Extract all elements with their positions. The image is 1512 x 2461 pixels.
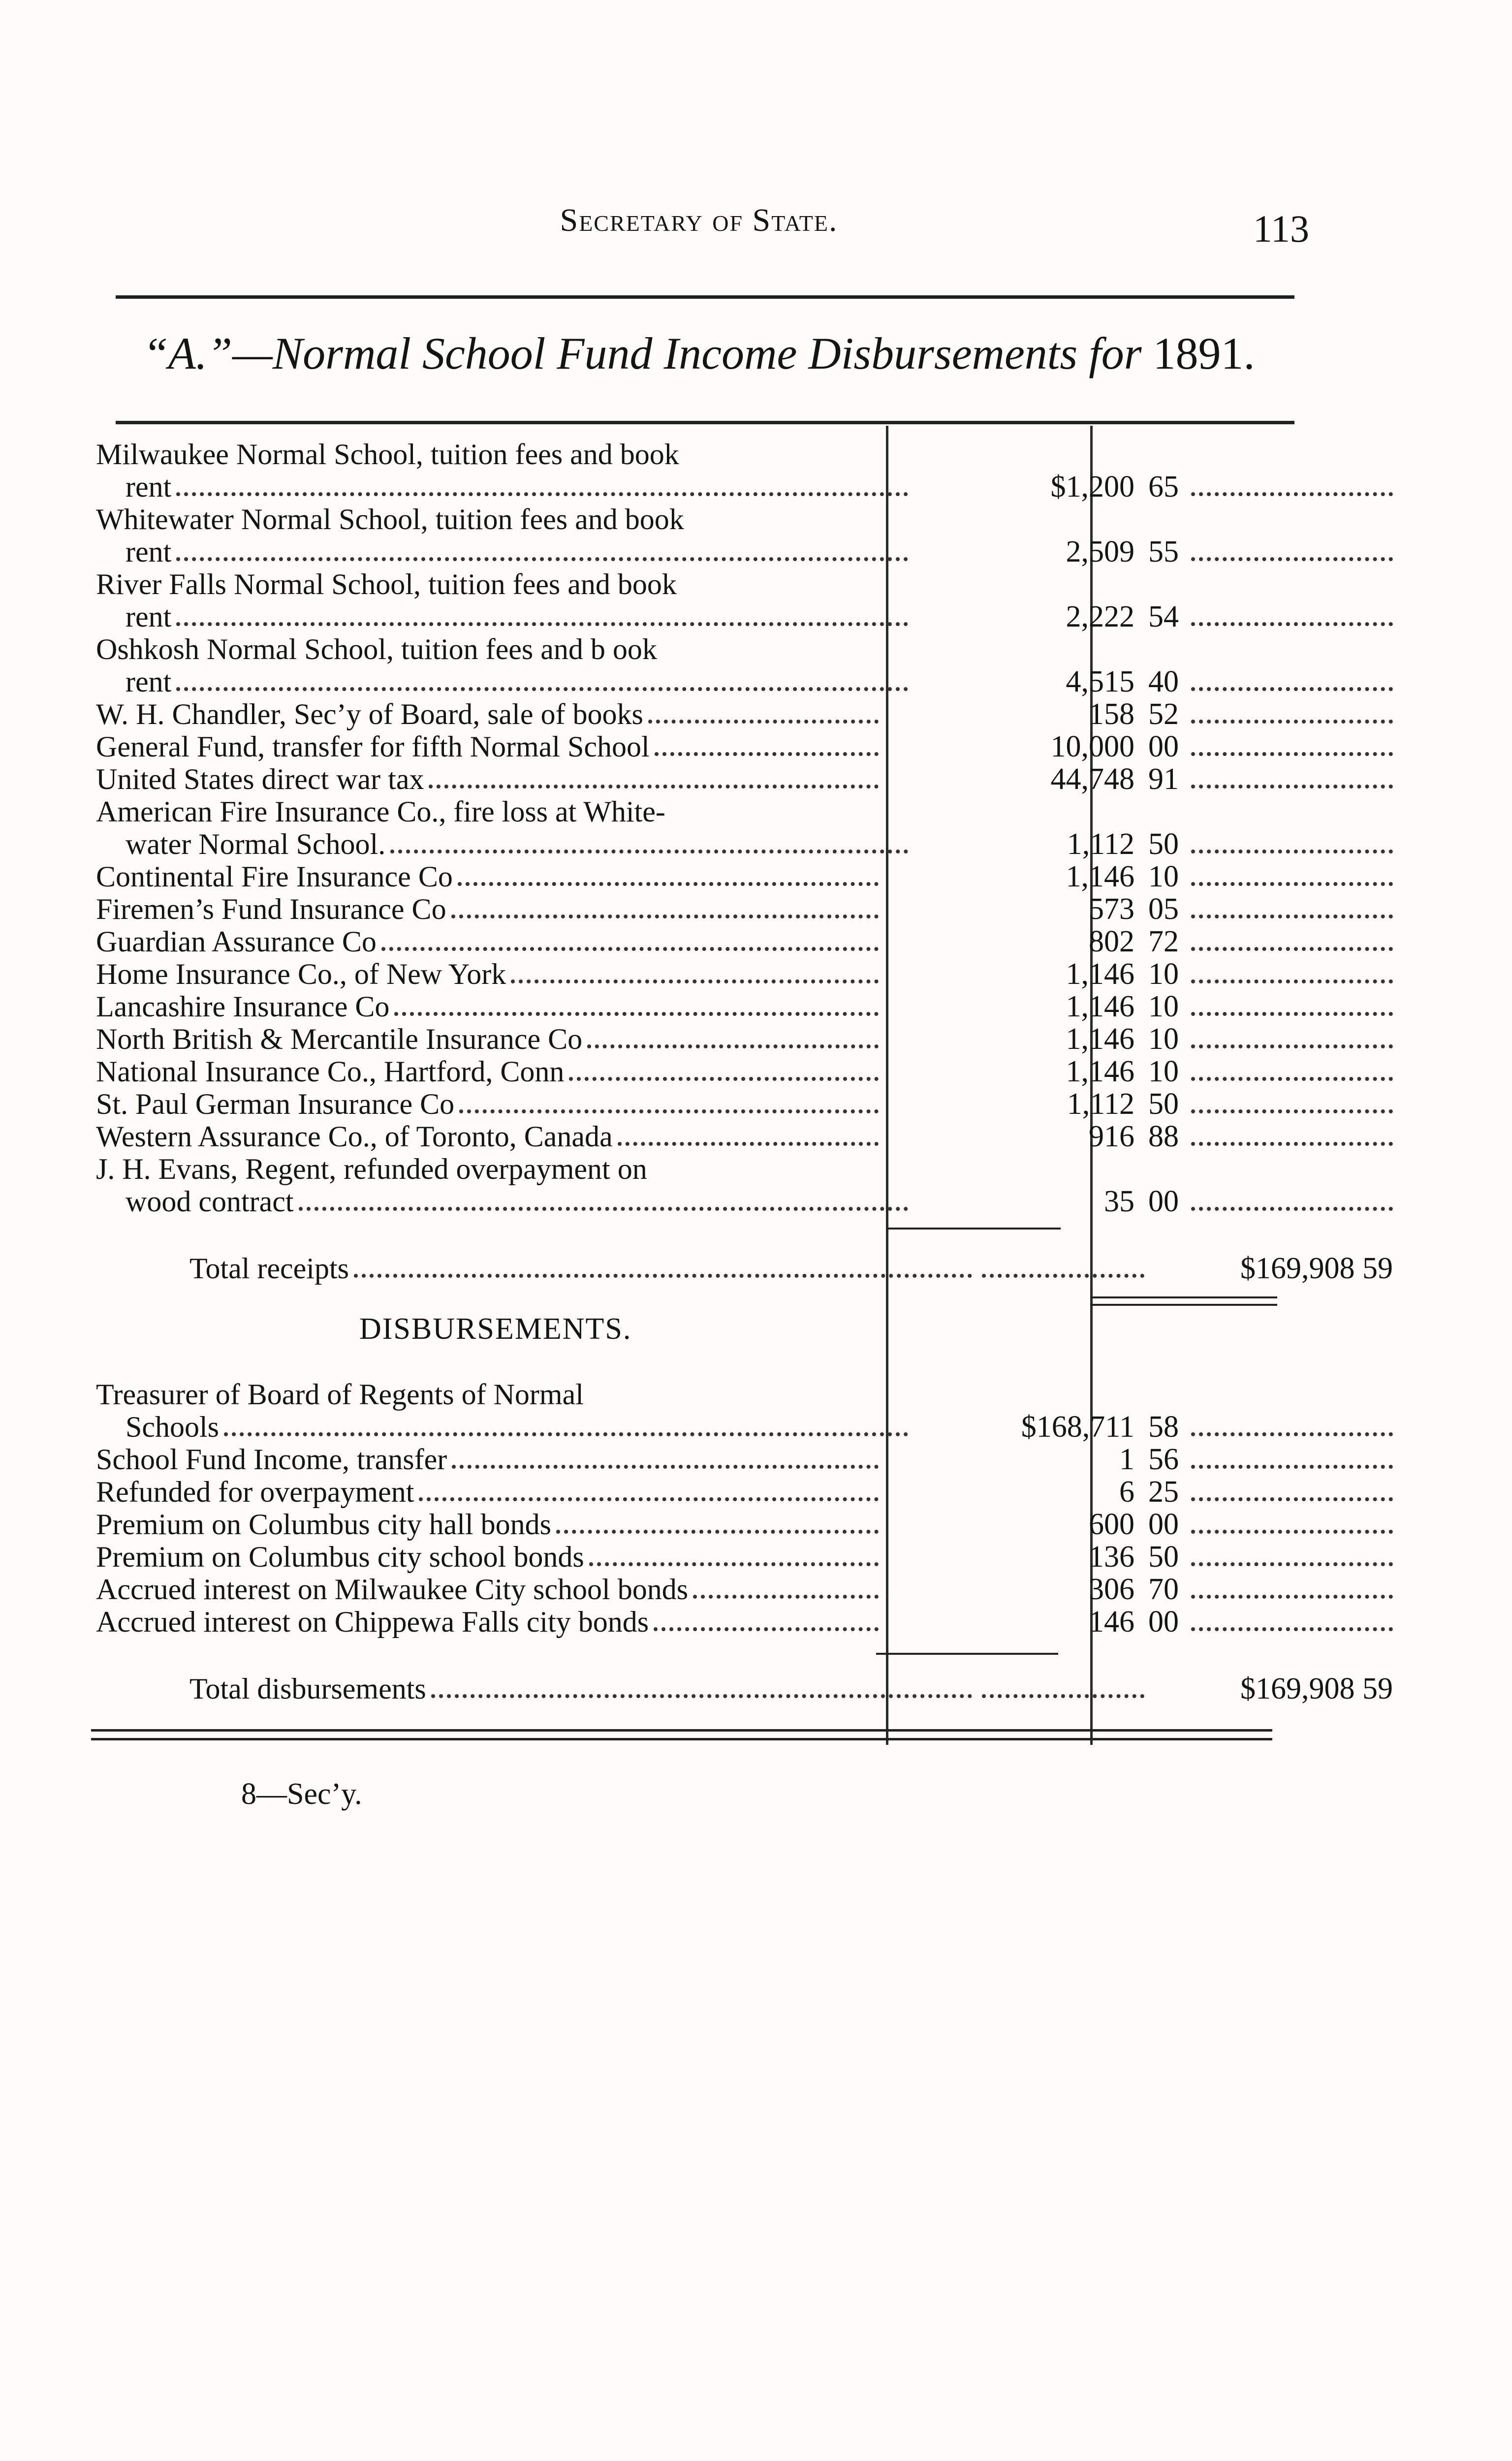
dot-leader bbox=[1191, 492, 1393, 496]
total-column-leader bbox=[1191, 1120, 1393, 1153]
receipt-row bbox=[96, 1120, 1297, 1153]
receipt-description bbox=[96, 1185, 908, 1218]
receipt-description-text: rent bbox=[126, 665, 172, 698]
disbursement-amount bbox=[893, 1411, 1179, 1443]
dot-leader bbox=[654, 1627, 879, 1631]
receipt-amount-cents: 00 bbox=[1148, 1185, 1179, 1218]
receipt-description bbox=[96, 990, 879, 1023]
disbursement-description-text: Premium on Columbus city school bonds bbox=[96, 1541, 584, 1573]
receipt-description bbox=[96, 600, 908, 633]
disbursement-description bbox=[96, 1541, 879, 1573]
receipt-amount-dollars: $1,200 bbox=[1050, 470, 1134, 504]
disbursement-description-text: Accrued interest on Chippewa Falls city bonds bbox=[96, 1606, 649, 1638]
receipt-amount-dollars: 10,000 bbox=[1050, 730, 1134, 763]
dot-leader bbox=[982, 1694, 1144, 1698]
dot-leader bbox=[1191, 1627, 1393, 1631]
receipt-amount-cents: 00 bbox=[1148, 730, 1179, 763]
disbursement-description-text: Schools bbox=[126, 1411, 220, 1443]
receipt-row bbox=[96, 795, 1297, 828]
dot-leader bbox=[299, 1207, 908, 1211]
total-receipts-label-text: Total receipts bbox=[189, 1252, 349, 1285]
disbursement-row bbox=[96, 1508, 1297, 1541]
dot-leader bbox=[1191, 915, 1393, 918]
dot-leader bbox=[431, 1694, 972, 1698]
receipt-description bbox=[96, 893, 879, 925]
dot-leader bbox=[1191, 1562, 1393, 1566]
total-column-leader bbox=[1191, 1443, 1393, 1476]
receipt-amount-dollars: 4,515 bbox=[1066, 665, 1134, 698]
total-column-leader bbox=[1191, 1023, 1393, 1055]
dot-leader bbox=[1191, 850, 1393, 853]
receipt-amount-cents: 05 bbox=[1148, 892, 1179, 926]
disbursement-description-text: Premium on Columbus city hall bonds bbox=[96, 1508, 551, 1541]
disbursement-description-text: Accrued interest on Milwaukee City school bonds bbox=[96, 1573, 689, 1606]
receipt-description-text: J. H. Evans, Regent, refunded overpayment on bbox=[96, 1153, 647, 1185]
dot-leader bbox=[1191, 557, 1393, 561]
total-disbursements-row bbox=[96, 1672, 1393, 1705]
receipt-row bbox=[96, 925, 1297, 958]
dot-leader bbox=[1191, 622, 1393, 626]
receipt-description-text: General Fund, transfer for fifth Normal School bbox=[96, 730, 650, 763]
dot-leader bbox=[1191, 979, 1393, 983]
receipt-description bbox=[96, 471, 908, 503]
receipt-amount bbox=[893, 1055, 1179, 1088]
receipt-description-text: United States direct war tax bbox=[96, 763, 424, 795]
disbursement-amount-dollars: 6 bbox=[1119, 1475, 1134, 1509]
receipt-description-text: wood contract bbox=[126, 1185, 294, 1218]
disbursement-description bbox=[96, 1378, 879, 1411]
total-disbursements-label-text: Total disbursements bbox=[189, 1672, 426, 1705]
disbursement-description-text: School Fund Income, transfer bbox=[96, 1443, 447, 1476]
table-title-year: 1891. bbox=[1153, 328, 1255, 379]
disbursement-amount-dollars: 146 bbox=[1089, 1605, 1134, 1639]
receipt-amount-dollars: 158 bbox=[1089, 697, 1134, 731]
dot-leader bbox=[618, 1142, 879, 1146]
receipt-description bbox=[96, 1088, 879, 1120]
dot-leader bbox=[982, 1274, 1144, 1278]
disbursement-amount-dollars: 1 bbox=[1119, 1443, 1134, 1476]
dot-leader bbox=[1191, 785, 1393, 789]
receipt-row bbox=[96, 990, 1297, 1023]
total-receipts-label bbox=[96, 1252, 972, 1285]
dot-leader bbox=[511, 979, 879, 983]
dot-leader bbox=[655, 752, 879, 756]
receipt-description-text: rent bbox=[126, 471, 172, 503]
total-column-leader bbox=[1191, 860, 1393, 893]
receipt-amount bbox=[893, 698, 1179, 730]
receipt-row bbox=[96, 893, 1297, 925]
disbursement-amount bbox=[893, 1476, 1179, 1508]
receipt-amount bbox=[893, 1023, 1179, 1055]
total-receipts-row bbox=[96, 1252, 1393, 1285]
total-disbursements-amount-text bbox=[1191, 1672, 1393, 1705]
receipt-amount-dollars: 2,509 bbox=[1066, 535, 1134, 568]
receipt-description bbox=[96, 633, 879, 665]
receipt-amount-cents: 55 bbox=[1148, 535, 1179, 568]
dot-leader bbox=[419, 1497, 879, 1501]
receipt-row bbox=[96, 503, 1297, 536]
dot-leader bbox=[451, 915, 879, 918]
total-column-leader bbox=[1191, 958, 1393, 990]
receipt-row bbox=[96, 633, 1297, 665]
disbursement-row bbox=[96, 1411, 1297, 1443]
disbursement-amount-cents: 50 bbox=[1148, 1540, 1179, 1574]
disbursement-amount bbox=[893, 1573, 1179, 1606]
receipt-row bbox=[96, 438, 1297, 471]
receipt-description bbox=[96, 536, 908, 568]
title-rule bbox=[116, 421, 1294, 424]
receipt-description bbox=[96, 568, 879, 600]
receipt-description-text: St. Paul German Insurance Co bbox=[96, 1088, 455, 1120]
receipt-description bbox=[96, 1023, 879, 1055]
receipt-description-text: Guardian Assurance Co bbox=[96, 925, 377, 958]
receipt-amount-cents: 10 bbox=[1148, 860, 1179, 893]
bottom-rule-1 bbox=[91, 1729, 1272, 1732]
disbursement-row bbox=[96, 1476, 1297, 1508]
receipt-amount-cents: 54 bbox=[1148, 600, 1179, 633]
disbursement-row bbox=[96, 1541, 1297, 1573]
receipt-description bbox=[96, 665, 908, 698]
dot-leader bbox=[224, 1432, 908, 1436]
disbursement-description bbox=[96, 1411, 908, 1443]
dot-leader bbox=[390, 850, 908, 853]
receipt-amount-cents: 10 bbox=[1148, 1022, 1179, 1056]
bottom-rule-2 bbox=[91, 1738, 1272, 1740]
total-column-leader bbox=[1191, 990, 1393, 1023]
disbursement-amount-cents: 58 bbox=[1148, 1410, 1179, 1444]
receipt-amount-cents: 88 bbox=[1148, 1120, 1179, 1153]
disbursement-description-text: Refunded for overpayment bbox=[96, 1476, 414, 1508]
disbursement-amount bbox=[893, 1606, 1179, 1638]
receipt-description bbox=[96, 1055, 879, 1088]
receipt-row bbox=[96, 763, 1297, 795]
receipt-description-text: Firemen’s Fund Insurance Co bbox=[96, 893, 446, 925]
disbursement-amount bbox=[893, 1508, 1179, 1541]
disbursements-heading: DISBURSEMENTS. bbox=[359, 1312, 632, 1346]
disbursement-amount-cents: 56 bbox=[1148, 1443, 1179, 1476]
receipt-amount-cents: 50 bbox=[1148, 1087, 1179, 1121]
receipts-sum-rule bbox=[886, 1228, 1061, 1230]
total-column-leader bbox=[1191, 471, 1393, 503]
receipt-description bbox=[96, 860, 879, 893]
receipt-description bbox=[96, 1120, 879, 1153]
receipt-description bbox=[96, 438, 879, 471]
receipt-amount-dollars: 1,146 bbox=[1066, 860, 1134, 893]
dot-leader bbox=[1191, 1109, 1393, 1113]
total-column-leader bbox=[1191, 1541, 1393, 1573]
receipt-amount bbox=[893, 730, 1179, 763]
disbursement-amount bbox=[893, 1443, 1179, 1476]
dot-leader bbox=[1191, 1465, 1393, 1469]
receipt-amount-dollars: 1,146 bbox=[1066, 957, 1134, 991]
receipt-amount bbox=[893, 893, 1179, 925]
disbursement-description-text: Treasurer of Board of Regents of Normal bbox=[96, 1378, 584, 1411]
receipt-row bbox=[96, 1153, 1297, 1185]
receipt-amount-dollars: 1,146 bbox=[1066, 1055, 1134, 1088]
receipt-row bbox=[96, 1185, 1297, 1218]
receipt-amount-cents: 72 bbox=[1148, 925, 1179, 958]
receipt-description-text: Lancashire Insurance Co bbox=[96, 990, 390, 1023]
receipt-amount-cents: 65 bbox=[1148, 470, 1179, 504]
total-column-leader bbox=[1191, 893, 1393, 925]
receipt-amount-dollars: 2,222 bbox=[1066, 600, 1134, 633]
total-column-leader bbox=[1191, 1573, 1393, 1606]
total-receipts-amount-text bbox=[1191, 1252, 1393, 1285]
total-column-leader bbox=[1191, 730, 1393, 763]
receipt-description-text: W. H. Chandler, Sec’y of Board, sale of books bbox=[96, 698, 643, 730]
receipt-amount bbox=[893, 1088, 1179, 1120]
amount-column-leader bbox=[982, 1672, 1144, 1705]
dot-leader bbox=[1191, 752, 1393, 756]
dot-leader bbox=[176, 557, 908, 561]
receipt-amount-dollars: 573 bbox=[1089, 892, 1134, 926]
receipt-description bbox=[96, 795, 879, 828]
receipt-amount-cents: 40 bbox=[1148, 665, 1179, 698]
receipt-row bbox=[96, 1088, 1297, 1120]
receipt-description bbox=[96, 958, 879, 990]
disbursement-amount-cents: 00 bbox=[1148, 1508, 1179, 1541]
receipt-row bbox=[96, 698, 1297, 730]
total-disbursements-amount bbox=[1191, 1672, 1393, 1705]
dot-leader bbox=[1191, 1595, 1393, 1599]
total-column-leader bbox=[1191, 763, 1393, 795]
receipt-description-text: Whitewater Normal School, tuition fees and book bbox=[96, 503, 684, 536]
table-title bbox=[103, 327, 1294, 379]
disbursement-amount-dollars: $168,711 bbox=[1021, 1410, 1134, 1444]
disbursement-description bbox=[96, 1508, 879, 1541]
disbursement-amount-cents: 00 bbox=[1148, 1605, 1179, 1639]
dot-leader bbox=[452, 1465, 879, 1469]
receipt-description bbox=[96, 503, 879, 536]
receipt-description bbox=[96, 763, 879, 795]
receipt-row bbox=[96, 730, 1297, 763]
footer-signature: 8—Sec’y. bbox=[241, 1777, 362, 1811]
disbursement-amount-dollars: 136 bbox=[1089, 1540, 1134, 1574]
receipt-amount-cents: 52 bbox=[1148, 697, 1179, 731]
disbursements-sum-rule bbox=[876, 1653, 1058, 1655]
disbursement-row bbox=[96, 1378, 1297, 1411]
total-column-leader bbox=[1191, 698, 1393, 730]
receipt-row bbox=[96, 665, 1297, 698]
total-column-leader bbox=[1191, 600, 1393, 633]
receipt-description-text: Western Assurance Co., of Toronto, Canada bbox=[96, 1120, 613, 1153]
dot-leader bbox=[1191, 1530, 1393, 1534]
dot-leader bbox=[1191, 1497, 1393, 1501]
disbursement-row bbox=[96, 1573, 1297, 1606]
receipt-row bbox=[96, 1055, 1297, 1088]
page-number: 113 bbox=[1253, 207, 1309, 250]
dot-leader bbox=[589, 1562, 879, 1566]
total-receipts-double-rule-2 bbox=[1090, 1304, 1277, 1306]
receipt-amount-dollars: 35 bbox=[1104, 1185, 1134, 1218]
dot-leader bbox=[1191, 947, 1393, 951]
amount-column-leader bbox=[982, 1252, 1144, 1285]
table-title-text: “A.”—Normal School Fund Income Disbursements for bbox=[143, 328, 1142, 379]
total-column-leader bbox=[1191, 665, 1393, 698]
receipt-amount-dollars: 1,112 bbox=[1067, 1087, 1134, 1121]
receipt-description-text: River Falls Normal School, tuition fees and book bbox=[96, 568, 677, 600]
page-header bbox=[89, 197, 1309, 256]
receipt-row bbox=[96, 958, 1297, 990]
dot-leader bbox=[1191, 1142, 1393, 1146]
dot-leader bbox=[648, 720, 879, 724]
receipt-description bbox=[96, 828, 908, 860]
dot-leader bbox=[1191, 882, 1393, 886]
receipt-description bbox=[96, 698, 879, 730]
receipt-amount-dollars: 1,146 bbox=[1066, 1022, 1134, 1056]
receipt-amount bbox=[893, 1185, 1179, 1218]
dot-leader bbox=[394, 1012, 879, 1016]
total-receipts-dollars: $169,908 bbox=[1240, 1252, 1355, 1285]
disbursement-description bbox=[96, 1476, 879, 1508]
disbursement-amount bbox=[893, 1541, 1179, 1573]
running-head: Secretary of State. bbox=[560, 202, 838, 238]
receipt-amount bbox=[893, 600, 1179, 633]
dot-leader bbox=[459, 1109, 879, 1113]
receipt-amount bbox=[893, 471, 1179, 503]
top-rule bbox=[116, 295, 1294, 299]
receipt-description-text: National Insurance Co., Hartford, Conn bbox=[96, 1055, 565, 1088]
total-disbursements-dollars: $169,908 bbox=[1240, 1672, 1355, 1705]
dot-leader bbox=[1191, 1044, 1393, 1048]
receipt-row bbox=[96, 600, 1297, 633]
receipt-description-text: Continental Fire Insurance Co bbox=[96, 860, 453, 893]
receipt-row bbox=[96, 828, 1297, 860]
receipt-amount bbox=[893, 958, 1179, 990]
receipt-description bbox=[96, 730, 879, 763]
dot-leader bbox=[176, 622, 908, 626]
receipt-amount bbox=[893, 536, 1179, 568]
total-receipts-double-rule-1 bbox=[1090, 1296, 1277, 1298]
dot-leader bbox=[1191, 1012, 1393, 1016]
total-column-leader bbox=[1191, 1508, 1393, 1541]
receipt-amount-cents: 10 bbox=[1148, 957, 1179, 991]
receipt-description bbox=[96, 925, 879, 958]
disbursement-row bbox=[96, 1443, 1297, 1476]
dot-leader bbox=[587, 1044, 879, 1048]
dot-leader bbox=[1191, 687, 1393, 691]
receipt-description-text: Home Insurance Co., of New York bbox=[96, 958, 506, 990]
total-disbursements-label bbox=[96, 1672, 972, 1705]
dot-leader bbox=[458, 882, 879, 886]
receipt-amount bbox=[893, 763, 1179, 795]
receipt-amount-dollars: 916 bbox=[1089, 1120, 1134, 1153]
receipt-description-text: water Normal School. bbox=[126, 828, 386, 860]
dot-leader bbox=[1191, 1077, 1393, 1081]
disbursement-description bbox=[96, 1443, 879, 1476]
receipt-row bbox=[96, 568, 1297, 600]
receipt-amount-dollars: 44,748 bbox=[1050, 762, 1134, 796]
receipt-row bbox=[96, 536, 1297, 568]
dot-leader bbox=[381, 947, 879, 951]
dot-leader bbox=[1191, 1207, 1393, 1211]
total-column-leader bbox=[1191, 1476, 1393, 1508]
total-column-leader bbox=[1191, 1088, 1393, 1120]
disbursement-description bbox=[96, 1573, 879, 1606]
receipt-amount bbox=[893, 665, 1179, 698]
receipt-description-text: North British & Mercantile Insurance Co bbox=[96, 1023, 583, 1055]
dot-leader bbox=[176, 492, 908, 496]
dot-leader bbox=[556, 1530, 879, 1534]
disbursement-description bbox=[96, 1606, 879, 1638]
disbursement-amount-dollars: 600 bbox=[1089, 1508, 1134, 1541]
receipt-description bbox=[96, 1153, 879, 1185]
receipt-amount-cents: 10 bbox=[1148, 990, 1179, 1023]
receipt-amount-cents: 91 bbox=[1148, 762, 1179, 796]
receipt-amount bbox=[893, 860, 1179, 893]
dot-leader bbox=[176, 687, 908, 691]
receipt-description-text: Oshkosh Normal School, tuition fees and b ook bbox=[96, 633, 657, 665]
receipt-description-text: American Fire Insurance Co., fire loss at White- bbox=[96, 795, 665, 828]
receipt-amount bbox=[893, 925, 1179, 958]
receipt-row bbox=[96, 1023, 1297, 1055]
receipt-row bbox=[96, 860, 1297, 893]
total-column-leader bbox=[1191, 1055, 1393, 1088]
total-column-leader bbox=[1191, 925, 1393, 958]
disbursement-row bbox=[96, 1606, 1297, 1638]
receipt-amount-dollars: 802 bbox=[1089, 925, 1134, 958]
total-disbursements-cents: 59 bbox=[1354, 1672, 1393, 1705]
receipt-description-text: rent bbox=[126, 536, 172, 568]
disbursement-amount-dollars: 306 bbox=[1089, 1573, 1134, 1606]
receipt-amount bbox=[893, 990, 1179, 1023]
dot-leader bbox=[693, 1595, 879, 1599]
dot-leader bbox=[569, 1077, 879, 1081]
total-column-leader bbox=[1191, 1411, 1393, 1443]
disbursement-amount-cents: 70 bbox=[1148, 1573, 1179, 1606]
total-receipts-cents: 59 bbox=[1354, 1252, 1393, 1285]
dot-leader bbox=[1191, 1432, 1393, 1436]
receipt-amount-dollars: 1,112 bbox=[1067, 827, 1134, 861]
total-column-leader bbox=[1191, 1606, 1393, 1638]
receipt-amount bbox=[893, 1120, 1179, 1153]
dot-leader bbox=[354, 1274, 972, 1278]
disbursement-amount-cents: 25 bbox=[1148, 1475, 1179, 1509]
receipt-description-text: Milwaukee Normal School, tuition fees and book bbox=[96, 438, 679, 471]
receipt-row bbox=[96, 471, 1297, 503]
total-column-leader bbox=[1191, 828, 1393, 860]
receipt-amount bbox=[893, 828, 1179, 860]
total-column-leader bbox=[1191, 536, 1393, 568]
receipt-description-text: rent bbox=[126, 600, 172, 633]
total-receipts-amount bbox=[1191, 1252, 1393, 1285]
total-column-leader bbox=[1191, 1185, 1393, 1218]
receipt-amount-cents: 10 bbox=[1148, 1055, 1179, 1088]
dot-leader bbox=[1191, 720, 1393, 724]
receipt-amount-cents: 50 bbox=[1148, 827, 1179, 861]
receipt-amount-dollars: 1,146 bbox=[1066, 990, 1134, 1023]
dot-leader bbox=[429, 785, 879, 789]
